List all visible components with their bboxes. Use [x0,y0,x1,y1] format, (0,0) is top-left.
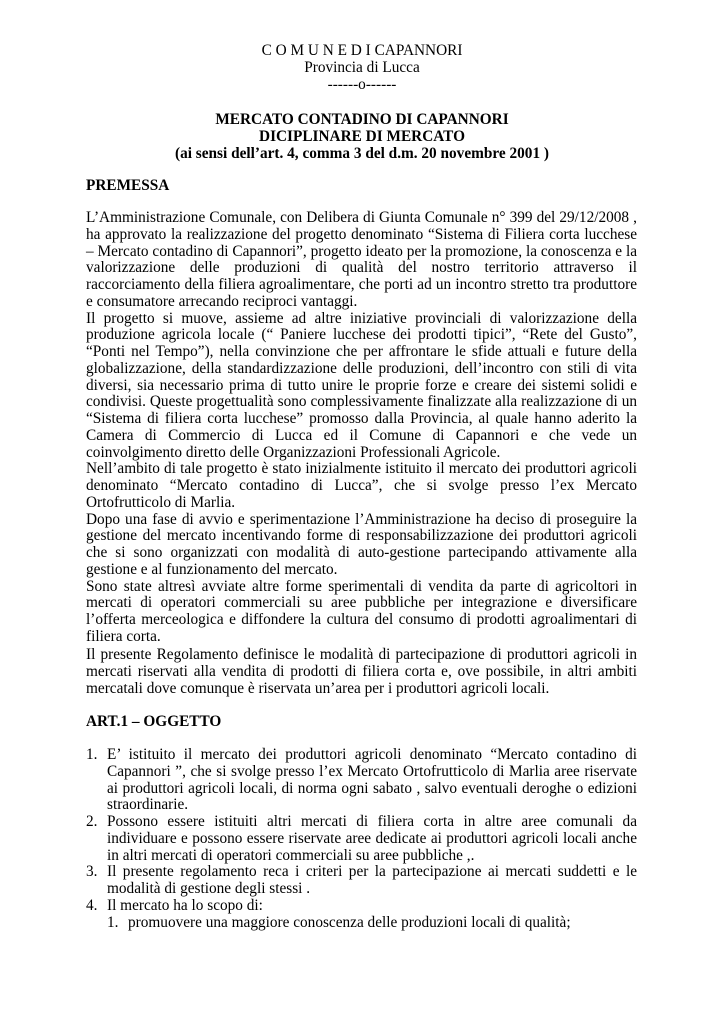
premessa-paragraph: Il progetto si muove, assieme ad altre iniziative provinciali di valorizzazione della produzione agricola locale (“ Paniere lucchese dei prodotti tipici”, “Rete del Gusto”, “Ponti nel Tempo”), nella convinzione che per affrontare le sfide attuali e future della globalizzazione, della standardizzazione delle produzioni, dell’incontro con stili di vita diversi, sia necessario prima di tutto unire le proprie forze e creare dei sistemi solidi e condivisi. Queste progettualità sono complessivamente finalizzate alla realizzazione di un “Sistema di filiera corta lucchese” promosso dalla Provincia, al quale hanno aderito la Camera di Commercio di Lucca ed il Comune di Capannori e che vede un coinvolgimento diretto delle Organizzazioni Professionali Agricole. [86,309,637,461]
sub-list-item-number: 1. [107,913,119,931]
sub-list-item [107,915,637,932]
regolamento-text: Il presente Regolamento definisce le modalità di partecipazione di produttori agricoli in mercati riservati alla vendita di prodotti di filiera corta e, ove possibile, in altri ambiti mercatali dove comunque è riservata un’area per i produttori agricoli locali. [86,646,637,697]
list-item-number: 1. [86,746,98,763]
list-item-text: Possono essere istituiti altri mercati di filiera corta in altre aree comunali da individuare e possono essere riservate aree dedicate ai produttori agricoli locali anche in altri mercati di operatori commerciali su aree pubbliche ,. [107,813,637,864]
comune-name: C O M U N E D I CAPANNORI [261,42,463,59]
list-item-text: Il presente regolamento reca i criteri per la partecipazione ai mercati suddetti e le modalità di gestione degli stessi . [107,863,637,897]
art1-sublist [107,915,637,932]
regolamento-paragraph [86,647,637,697]
premessa-paragraph: Nell’ambito di tale progetto è stato inizialmente istituito il mercato dei produttori agricoli denominato “Mercato contadino di Lucca”, che si svolge presso l’ex Mercato Ortofrutticolo di Marlia. [86,460,637,511]
premessa-paragraph: Dopo una fase di avvio e sperimentazione l’Amministrazione ha deciso di proseguire la gestione del mercato incentivando forme di responsabilizzazione dei produttori agricoli che si sono organizzati con modalità di auto-gestione partecipando attivamente alla gestione e al funzionamento del mercato. [86,510,637,578]
title-line-3: (ai sensi dell’art. 4, comma 3 del d.m. 20 novembre 2001 ) [174,145,550,162]
premessa-paragraph: Sono state altresì avviate altre forme sperimentali di vendita da parte di agricoltori in mercati di operatori commerciali su aree pubbliche per integrazione e diversificare l’offerta merceologica e diffondere la cultura del consumo di prodotti agroalimentari di filiera corta. [86,577,637,645]
document-title [0,111,724,162]
premessa-paragraph: L’Amministrazione Comunale, con Delibera di Giunta Comunale n° 399 del 29/12/2008 , ha approvato la realizzazione del progetto denominato “Sistema di Filiera corta lucchese – Mercato contadino di Capannori”, progetto ideato per la promozione, la conoscenza e la valorizzazione delle produzioni di qualità del nostro territorio attraverso il raccorciamento della filiera agroalimentare, che porti ad un incontro stretto tra produttore e consumatore arrecando reciproci vantaggi. [86,209,637,310]
list-item-text: E’ istituito il mercato dei produttori agricoli denominato “Mercato contadino di Capannori ”, che si svolge presso l’ex Mercato Ortofrutticolo di Marlia aree riservate ai produttori agricoli locali, di norma ogni sabato , salvo eventuali deroghe o edizioni straordinarie. [107,746,637,814]
premessa-body [86,210,637,646]
art1-heading: ART.1 – OGGETTO [86,713,222,730]
title-line-2: DICIPLINARE DI MERCATO [259,128,465,145]
list-item [86,814,637,864]
header-separator: ------o------ [327,76,397,93]
list-item-number: 4. [86,896,98,914]
header [0,42,724,93]
premessa-heading: PREMESSA [86,177,170,194]
art1-list [86,747,637,931]
provincia-name: Provincia di Lucca [304,59,420,76]
list-item-number: 3. [86,863,98,881]
list-item [86,898,637,932]
list-item [86,864,637,898]
sub-list-item-text: promuovere una maggiore conoscenza delle produzioni locali di qualità; [128,913,571,931]
list-item-text: Il mercato ha lo scopo di: [107,896,263,914]
list-item [86,747,637,814]
list-item-number: 2. [86,813,98,830]
title-line-1: MERCATO CONTADINO DI CAPANNORI [215,111,509,128]
